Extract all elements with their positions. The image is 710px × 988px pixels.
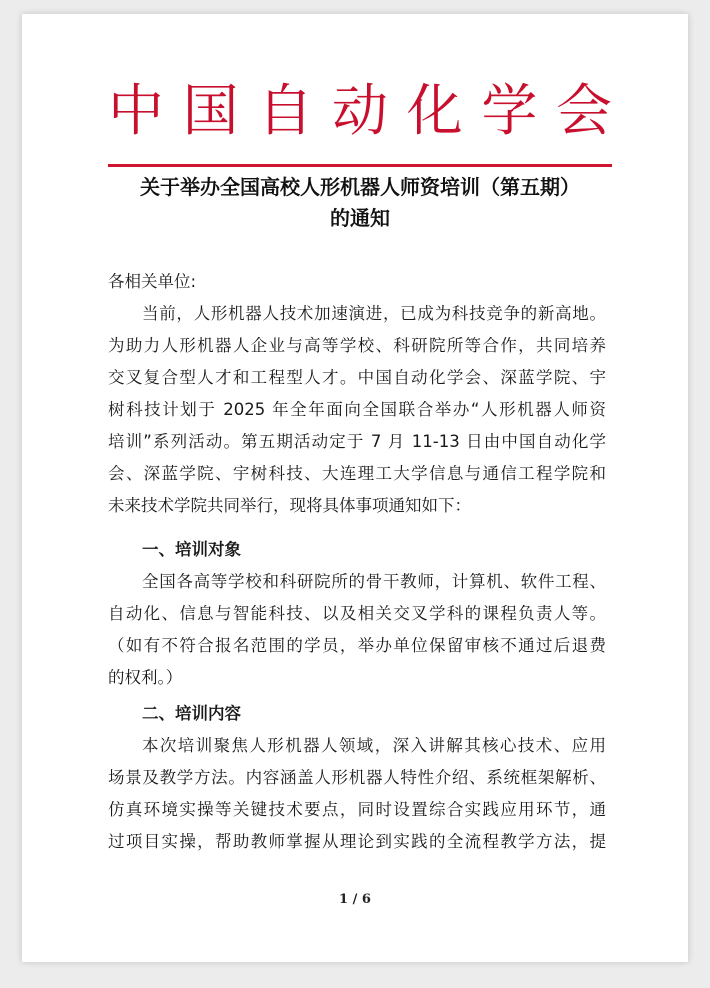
paragraph-line: 本次培训聚焦人形机器人领域，深入讲解其核心技术、应用 — [142, 736, 606, 755]
paragraph-line: 全国各高等学校和科研院所的骨干教师，计算机、软件工程、 — [142, 572, 606, 591]
notice-title — [82, 172, 638, 234]
paragraph-line: 仿真环境实操等关键技术要点，同时设置综合实践应用环节，通 — [108, 800, 606, 819]
paragraph-line: 场景及教学方法。内容涵盖人形机器人特性介绍、系统框架解析、 — [108, 768, 606, 787]
paragraph-line: （如有不符合报名范围的学员，举办单位保留审核不通过后退费 — [108, 636, 606, 655]
notice-title-line-2: 的通知 — [330, 206, 390, 230]
intro-line: 当前，人形机器人技术加速演进，已成为科技竞争的新高地。 — [142, 304, 606, 323]
notice-title-line-1: 关于举办全国高校人形机器人师资培训（第五期） — [140, 175, 580, 199]
paragraph-line: 自动化、信息与智能科技、以及相关交叉学科的课程负责人等。 — [108, 604, 606, 623]
page-number: 1 / 6 — [339, 892, 371, 907]
intro-line: 交叉复合型人才和工程型人才。中国自动化学会、深蓝学院、宇 — [108, 368, 606, 387]
paragraph-line: 过项目实操，帮助教师掌握从理论到实践的全流程教学方法，提 — [108, 832, 606, 851]
section-heading-training-content: 二、培训内容 — [142, 704, 241, 723]
letterhead-red-rule — [108, 164, 612, 167]
intro-paragraph — [108, 298, 606, 522]
intro-line: 培训”系列活动。第五期活动定于 7 月 11-13 日由中国自动化学 — [108, 432, 606, 451]
training-targets-paragraph — [108, 566, 606, 694]
training-content-paragraph — [108, 730, 606, 858]
paragraph-line: 的权利。） — [108, 668, 183, 687]
document-page — [22, 14, 688, 962]
salutation: 各相关单位: — [108, 272, 197, 291]
section-heading-training-targets: 一、培训对象 — [142, 540, 241, 559]
intro-line: 会、深蓝学院、宇树科技、大连理工大学信息与通信工程学院和 — [108, 464, 606, 483]
organization-letterhead: 中国自动化学会 — [108, 79, 612, 144]
intro-line: 未来技术学院共同举行，现将具体事项通知如下： — [108, 496, 471, 515]
intro-line: 树科技计划于 2025 年全年面向全国联合举办“人形机器人师资 — [108, 400, 606, 419]
intro-line: 为助力人形机器人企业与高等学校、科研院所等合作，共同培养 — [108, 336, 606, 355]
